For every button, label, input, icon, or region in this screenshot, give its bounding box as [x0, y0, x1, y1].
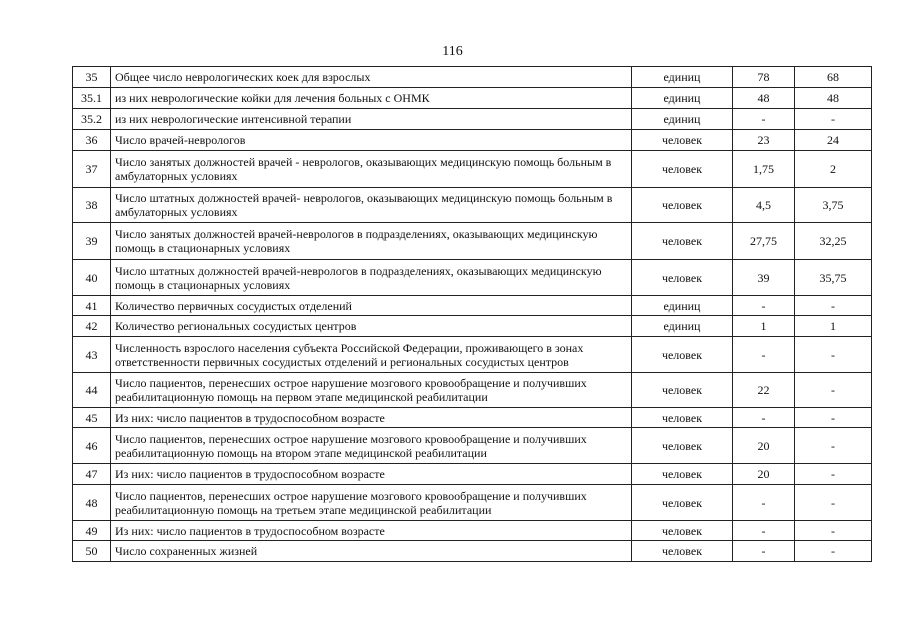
value-column-1: 22	[733, 373, 795, 408]
row-number: 35.2	[73, 109, 111, 130]
indicator-name: Число сохраненных жизней	[111, 541, 632, 562]
value-column-1: -	[733, 337, 795, 373]
value-column-1: -	[733, 541, 795, 562]
row-number: 47	[73, 464, 111, 485]
row-number: 42	[73, 316, 111, 337]
unit-of-measure: человек	[632, 428, 733, 464]
table-row	[73, 464, 872, 485]
table-body	[73, 67, 872, 562]
table-row	[73, 485, 872, 521]
indicator-name: Число пациентов, перенесших острое нарушение мозгового кровообращение и получивших реабилитационную помощь на третьем этапе медицинской реабилитации	[111, 485, 632, 521]
indicator-name: Число пациентов, перенесших острое нарушение мозгового кровообращение и получивших реабилитационную помощь на первом этапе медицинской реабилитации	[111, 373, 632, 408]
value-column-2: -	[795, 521, 872, 541]
table-row	[73, 109, 872, 130]
value-column-2: -	[795, 373, 872, 408]
unit-of-measure: единиц	[632, 296, 733, 316]
value-column-2: 3,75	[795, 188, 872, 223]
indicator-name: Число занятых должностей врачей - неврологов, оказывающих медицинскую помощь больным в амбулаторных условиях	[111, 151, 632, 188]
value-column-1: 4,5	[733, 188, 795, 223]
value-column-2: 1	[795, 316, 872, 337]
value-column-1: 1,75	[733, 151, 795, 188]
page-number: 116	[442, 44, 463, 59]
indicator-name: Число штатных должностей врачей-неврологов в подразделениях, оказывающих медицинскую помощь в стационарных условиях	[111, 260, 632, 296]
value-column-1: -	[733, 485, 795, 521]
value-column-2: 24	[795, 130, 872, 151]
indicator-name: из них неврологические койки для лечения больных с ОНМК	[111, 88, 632, 109]
value-column-1: 20	[733, 428, 795, 464]
value-column-2: 32,25	[795, 223, 872, 260]
row-number: 40	[73, 260, 111, 296]
value-column-2: -	[795, 109, 872, 130]
unit-of-measure: человек	[632, 223, 733, 260]
table-row	[73, 337, 872, 373]
row-number: 43	[73, 337, 111, 373]
row-number: 49	[73, 521, 111, 541]
table-row	[73, 521, 872, 541]
value-column-1: -	[733, 521, 795, 541]
indicator-name: Число штатных должностей врачей- неврологов, оказывающих медицинскую помощь больным в амбулаторных условиях	[111, 188, 632, 223]
value-column-1: 1	[733, 316, 795, 337]
value-column-1: 20	[733, 464, 795, 485]
value-column-1: 48	[733, 88, 795, 109]
value-column-2: 2	[795, 151, 872, 188]
value-column-2: -	[795, 408, 872, 428]
indicator-name: Число врачей-неврологов	[111, 130, 632, 151]
indicator-name: Общее число неврологических коек для взрослых	[111, 67, 632, 88]
row-number: 37	[73, 151, 111, 188]
value-column-2: -	[795, 296, 872, 316]
unit-of-measure: человек	[632, 130, 733, 151]
value-column-1: -	[733, 109, 795, 130]
indicator-name: Число пациентов, перенесших острое нарушение мозгового кровообращение и получивших реабилитационную помощь на втором этапе медицинской реабилитации	[111, 428, 632, 464]
unit-of-measure: человек	[632, 260, 733, 296]
indicator-name: Из них: число пациентов в трудоспособном возрасте	[111, 408, 632, 428]
value-column-2: 68	[795, 67, 872, 88]
indicator-name: Число занятых должностей врачей-неврологов в подразделениях, оказывающих медицинскую помощь в стационарных условиях	[111, 223, 632, 260]
row-number: 39	[73, 223, 111, 260]
indicator-name: Количество первичных сосудистых отделений	[111, 296, 632, 316]
row-number: 48	[73, 485, 111, 521]
value-column-2: -	[795, 541, 872, 562]
unit-of-measure: человек	[632, 541, 733, 562]
table-row	[73, 296, 872, 316]
unit-of-measure: единиц	[632, 88, 733, 109]
indicator-name: Из них: число пациентов в трудоспособном возрасте	[111, 521, 632, 541]
value-column-2: -	[795, 464, 872, 485]
value-column-1: -	[733, 296, 795, 316]
value-column-1: -	[733, 408, 795, 428]
row-number: 50	[73, 541, 111, 562]
value-column-1: 27,75	[733, 223, 795, 260]
value-column-1: 78	[733, 67, 795, 88]
row-number: 35	[73, 67, 111, 88]
value-column-1: 39	[733, 260, 795, 296]
table-row	[73, 408, 872, 428]
table-row	[73, 260, 872, 296]
unit-of-measure: человек	[632, 337, 733, 373]
indicator-name: Из них: число пациентов в трудоспособном возрасте	[111, 464, 632, 485]
indicator-name: Количество региональных сосудистых центров	[111, 316, 632, 337]
indicator-name: Численность взрослого населения субъекта Российской Федерации, проживающего в зонах ответственности первичных сосудистых отделений и региональных сосудистых центров	[111, 337, 632, 373]
table-row	[73, 151, 872, 188]
row-number: 44	[73, 373, 111, 408]
unit-of-measure: человек	[632, 408, 733, 428]
value-column-1: 23	[733, 130, 795, 151]
table-row	[73, 188, 872, 223]
value-column-2: -	[795, 337, 872, 373]
table-row	[73, 67, 872, 88]
indicator-name: из них неврологические интенсивной терапии	[111, 109, 632, 130]
row-number: 35.1	[73, 88, 111, 109]
value-column-2: 35,75	[795, 260, 872, 296]
unit-of-measure: человек	[632, 521, 733, 541]
value-column-2: 48	[795, 88, 872, 109]
unit-of-measure: человек	[632, 485, 733, 521]
row-number: 46	[73, 428, 111, 464]
table-row	[73, 316, 872, 337]
table-row	[73, 130, 872, 151]
value-column-2: -	[795, 485, 872, 521]
table-row	[73, 223, 872, 260]
unit-of-measure: человек	[632, 373, 733, 408]
row-number: 36	[73, 130, 111, 151]
row-number: 45	[73, 408, 111, 428]
table-row	[73, 428, 872, 464]
row-number: 41	[73, 296, 111, 316]
indicators-table	[72, 66, 872, 562]
unit-of-measure: единиц	[632, 67, 733, 88]
unit-of-measure: единиц	[632, 316, 733, 337]
table-row	[73, 88, 872, 109]
row-number: 38	[73, 188, 111, 223]
unit-of-measure: человек	[632, 188, 733, 223]
table-row	[73, 541, 872, 562]
unit-of-measure: единиц	[632, 109, 733, 130]
value-column-2: -	[795, 428, 872, 464]
unit-of-measure: человек	[632, 464, 733, 485]
unit-of-measure: человек	[632, 151, 733, 188]
table-row	[73, 373, 872, 408]
